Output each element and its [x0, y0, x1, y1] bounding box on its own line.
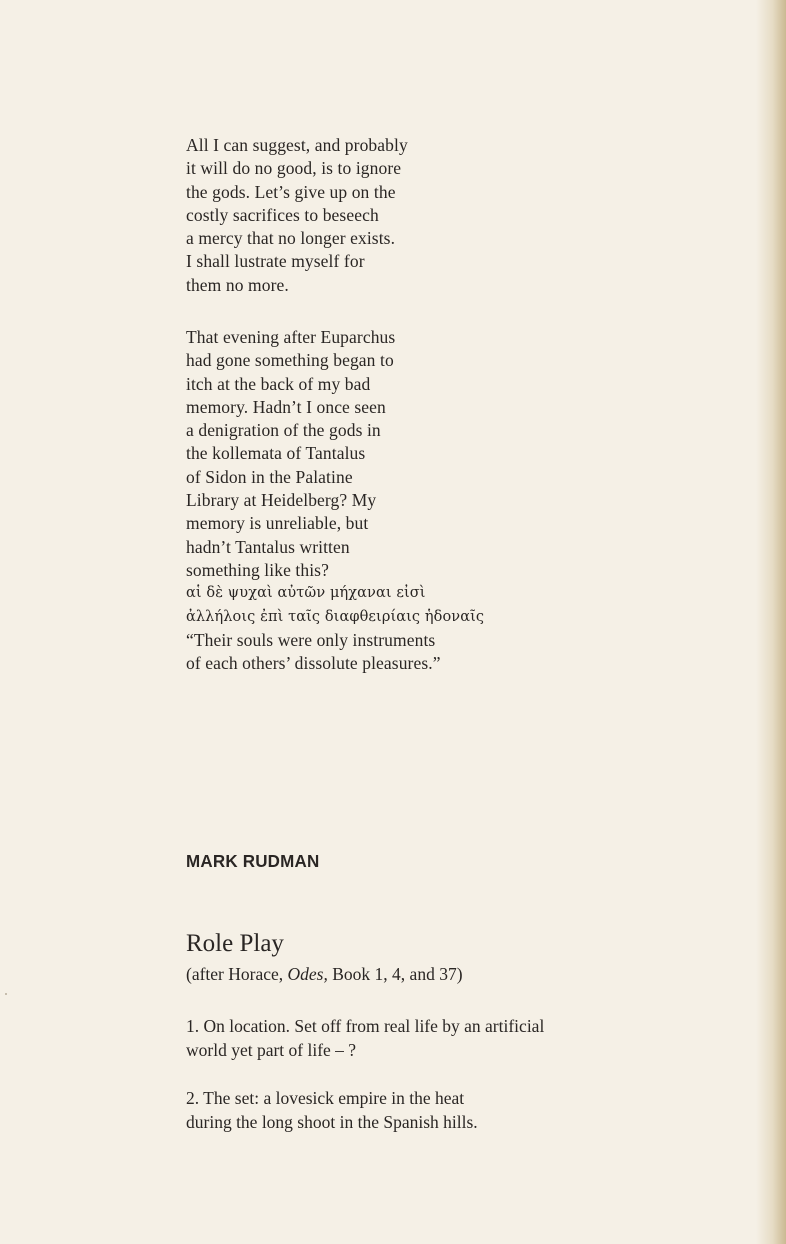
- paper-speck: [5, 993, 7, 995]
- section-line: during the long shoot in the Spanish hills.: [186, 1112, 478, 1132]
- poem-line: the gods. Let’s give up on the: [186, 181, 396, 202]
- poem-line: something like this?: [186, 559, 329, 580]
- stanza-two: [186, 326, 484, 675]
- poem-line: the kollemata of Tantalus: [186, 443, 366, 464]
- numbered-section-1: [186, 1014, 544, 1062]
- translation-line: “Their souls were only instruments: [186, 629, 436, 650]
- author-name: MARK RUDMAN: [186, 851, 320, 872]
- poem-line: them no more.: [186, 274, 289, 295]
- subtitle-text: (after Horace,: [186, 964, 288, 984]
- poem-line: I shall lustrate myself for: [186, 251, 365, 272]
- poem-line: memory is unreliable, but: [186, 513, 369, 534]
- section-line: 1. On location. Set off from real life by an artificial: [186, 1016, 545, 1036]
- poem-line: it will do no good, is to ignore: [186, 158, 402, 179]
- poem-line: had gone something began to: [186, 350, 394, 371]
- poem-line: hadn’t Tantalus written: [186, 536, 350, 557]
- poem-line: All I can suggest, and probably: [186, 135, 408, 155]
- greek-quote-line: ἀλλήλοις ἐπὶ ταῖς διαφθειρίαις ἡδοναῖς: [186, 608, 485, 625]
- poem-line: of Sidon in the Palatine: [186, 466, 353, 487]
- poem-line: That evening after Euparchus: [186, 327, 396, 347]
- section-line: 2. The set: a lovesick empire in the heat: [186, 1088, 465, 1108]
- stanza-one: [186, 134, 408, 297]
- poem-line: a mercy that no longer exists.: [186, 228, 396, 249]
- greek-quote-line: αἱ δὲ ψυχαὶ αὐτῶν μήχαναι εἰσὶ: [186, 585, 426, 602]
- section-line: world yet part of life – ?: [186, 1040, 357, 1060]
- poem-title: Role Play: [186, 930, 284, 957]
- poem-line: itch at the back of my bad: [186, 373, 371, 394]
- poem-line: memory. Hadn’t I once seen: [186, 396, 386, 417]
- numbered-section-2: [186, 1086, 478, 1134]
- subtitle-text: Book 1, 4, and 37): [327, 964, 463, 984]
- translation-line: of each others’ dissolute pleasures.”: [186, 653, 441, 674]
- poem-line: Library at Heidelberg? My: [186, 490, 377, 511]
- poem-line: a denigration of the gods in: [186, 420, 381, 441]
- subtitle-italic-work: Odes,: [287, 964, 328, 984]
- page-edge-shadow: [756, 0, 786, 1244]
- poem-subtitle: [186, 964, 463, 985]
- poem-line: costly sacrifices to beseech: [186, 204, 379, 225]
